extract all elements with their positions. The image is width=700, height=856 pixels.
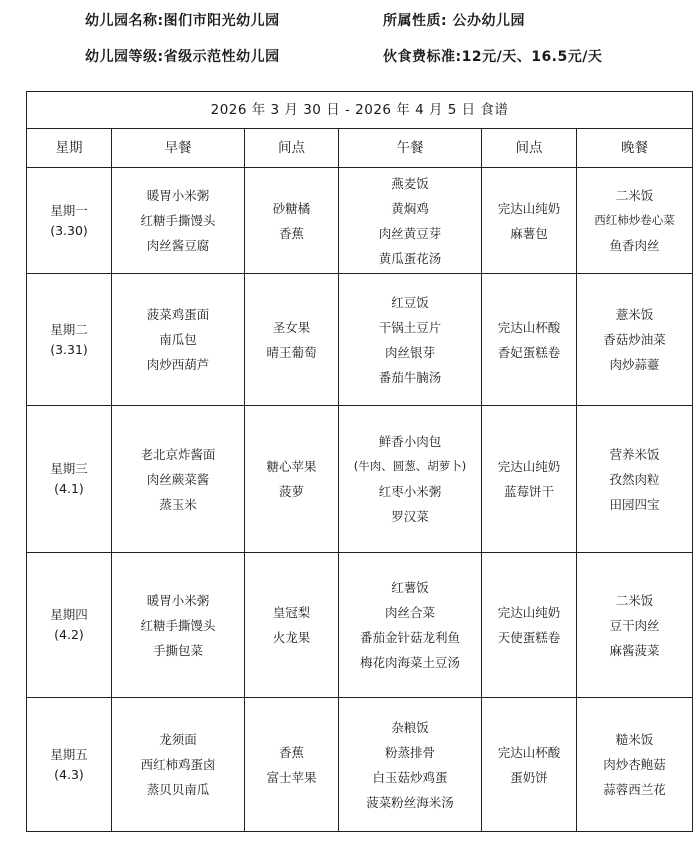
dinner-cell: [577, 168, 693, 274]
dish: 蛋奶饼: [510, 769, 548, 785]
dish: 富士苹果: [266, 769, 317, 785]
dish: 肉丝酱豆腐: [146, 238, 210, 253]
dish: 完达山纯奶: [497, 605, 561, 620]
dish: 南瓜包: [159, 332, 197, 347]
breakfast-cell: [112, 406, 245, 553]
dish: 肉丝黄豆芽: [378, 225, 442, 241]
dish: 麻薯包: [510, 225, 548, 241]
dish: 西红柿鸡蛋卤: [140, 757, 216, 772]
dish: 豆干肉丝: [609, 617, 660, 633]
dish: 肉丝蕨菜酱: [146, 471, 210, 487]
header-snack-morning: 间点: [245, 129, 339, 168]
dish: 龙须面: [159, 732, 197, 747]
dish: 梅花肉海菜土豆汤: [359, 655, 460, 670]
lunch-cell: [339, 406, 482, 553]
day-cell: [27, 553, 112, 698]
header-weekday: 星期: [27, 129, 112, 168]
dish: 完达山纯奶: [497, 200, 561, 216]
dish: 菠菜粉丝海米汤: [366, 794, 454, 810]
snack-afternoon-cell: [482, 553, 577, 698]
dish: 香菇炒油菜: [603, 332, 666, 347]
dish-note: (牛肉、圆葱、胡萝卜): [353, 459, 467, 473]
lunch-cell: [339, 553, 482, 698]
dish: 肉炒西葫芦: [146, 357, 210, 372]
day-name: 星期二: [50, 321, 88, 337]
dish: 暖胃小米粥: [146, 592, 210, 608]
day-date: (4.1): [54, 481, 84, 496]
dish: 菠萝: [278, 484, 304, 499]
dish: 蒸贝贝南瓜: [146, 782, 210, 797]
snack-morning-cell: [245, 274, 339, 406]
dish: 天使蛋糕卷: [497, 630, 561, 645]
dish: 菠菜鸡蛋面: [146, 307, 210, 322]
dish: 红薯饭: [391, 580, 429, 595]
dish: 蒸玉米: [159, 496, 197, 512]
breakfast-cell: [112, 698, 245, 832]
kindergarten-level: [85, 46, 280, 66]
dish: 罗汉菜: [391, 509, 429, 524]
menu-title: 2026 年 3 月 30 日 - 2026 年 4 月 5 日 食谱: [27, 92, 693, 129]
dish: 香蕉: [278, 744, 304, 760]
dish: 二米饭: [615, 188, 654, 203]
dish: 孜然肉粒: [609, 471, 660, 487]
breakfast-cell: [112, 553, 245, 698]
meal-fee-value: 12元/天、16.5元/天: [461, 49, 603, 65]
kindergarten-name: [85, 10, 280, 30]
day-name: 星期三: [50, 461, 88, 476]
dish: 肉丝银芽: [384, 344, 435, 360]
dish: 砂糖橘: [272, 200, 311, 216]
breakfast-cell: [112, 168, 245, 274]
dinner-cell: [577, 406, 693, 553]
lunch-cell: [339, 168, 482, 274]
dish: 番茄牛腩汤: [378, 369, 442, 385]
meal-fee: [383, 46, 602, 66]
dish: 完达山杯酸: [497, 319, 561, 335]
header-dinner: 晚餐: [577, 129, 693, 168]
dish: 完达山杯酸: [497, 744, 561, 760]
dish: 营养米饭: [609, 446, 660, 462]
day-date: (3.30): [50, 222, 88, 238]
dish: 手撕包菜: [152, 642, 203, 658]
header-breakfast: 早餐: [112, 129, 245, 168]
header-lunch: 午餐: [339, 129, 482, 168]
dish: 红豆饭: [391, 294, 429, 310]
day-cell: [27, 274, 112, 406]
dish: 晴王葡萄: [266, 344, 317, 360]
dish: 薏米饭: [615, 307, 654, 322]
dish: 圣女果: [272, 319, 311, 335]
dish: 黄焖鸡: [391, 200, 429, 216]
dish: 粉蒸排骨: [384, 744, 435, 760]
day-name: 星期一: [50, 202, 88, 218]
dish: 糖心苹果: [266, 459, 317, 474]
dish: 糙米饭: [615, 732, 654, 747]
dish: 黄瓜蛋花汤: [378, 250, 442, 266]
dish: 红枣小米粥: [378, 484, 442, 499]
kindergarten-name-label: 幼儿园名称:: [85, 13, 164, 29]
day-cell: [27, 168, 112, 274]
snack-afternoon-cell: [482, 698, 577, 832]
weekly-menu-table: [26, 91, 693, 832]
table-row: [27, 553, 693, 698]
snack-afternoon-cell: [482, 406, 577, 553]
meal-fee-label: 伙食费标准:: [383, 49, 462, 65]
day-name: 星期四: [50, 607, 88, 622]
dish: 西红柿炒卷心菜: [594, 213, 675, 227]
dish: 麻酱菠菜: [609, 642, 660, 658]
snack-morning-cell: [245, 698, 339, 832]
dish: 番茄金针菇龙利鱼: [359, 630, 460, 645]
dish: 暖胃小米粥: [146, 188, 210, 203]
table-row: [27, 698, 693, 832]
day-cell: [27, 698, 112, 832]
lunch-cell: [339, 274, 482, 406]
snack-afternoon-cell: [482, 168, 577, 274]
day-cell: [27, 406, 112, 553]
dish: 香妃蛋糕卷: [497, 344, 561, 360]
snack-morning-cell: [245, 168, 339, 274]
dinner-cell: [577, 274, 693, 406]
dish: 鱼香肉丝: [609, 238, 660, 253]
day-date: (3.31): [50, 341, 88, 357]
dish: 二米饭: [615, 592, 654, 608]
kindergarten-level-value: 省级示范性幼儿园: [163, 49, 280, 65]
kindergarten-name-value: 图们市阳光幼儿园: [163, 13, 280, 29]
lunch-cell: [339, 698, 482, 832]
dish: 肉炒蒜薹: [609, 357, 660, 372]
dish: 白玉菇炒鸡蛋: [372, 769, 448, 785]
dish: 杂粮饭: [391, 719, 429, 735]
dinner-cell: [577, 698, 693, 832]
dish: 田园四宝: [609, 496, 660, 512]
kindergarten-nature-value: 公办幼儿园: [452, 13, 525, 29]
dish: 肉炒杏鲍菇: [603, 757, 666, 772]
table-row: [27, 168, 693, 274]
dish: 完达山纯奶: [497, 459, 561, 474]
kindergarten-level-label: 幼儿园等级:: [85, 49, 164, 65]
dish: 燕麦饭: [391, 175, 429, 191]
snack-morning-cell: [245, 553, 339, 698]
dish: 红糖手撕馒头: [140, 213, 216, 228]
dish: 红糖手撕馒头: [140, 617, 216, 633]
day-name: 星期五: [50, 746, 88, 762]
day-date: (4.2): [54, 627, 84, 642]
dish: 干锅土豆片: [378, 319, 442, 335]
table-row: [27, 406, 693, 553]
table-row: [27, 274, 693, 406]
dish: 火龙果: [272, 630, 311, 645]
dish: 蓝莓饼干: [503, 484, 554, 499]
day-date: (4.3): [54, 766, 84, 782]
dish: 蒜蓉西兰花: [603, 782, 666, 797]
dish: 皇冠梨: [272, 605, 311, 620]
snack-afternoon-cell: [482, 274, 577, 406]
header-snack-afternoon: 间点: [482, 129, 577, 168]
kindergarten-nature: [383, 10, 525, 30]
header-row: [27, 129, 693, 168]
breakfast-cell: [112, 274, 245, 406]
dish: 香蕉: [278, 225, 304, 241]
dish: 肉丝合菜: [384, 605, 435, 620]
dish: 鲜香小肉包: [378, 434, 442, 449]
snack-morning-cell: [245, 406, 339, 553]
dish: 老北京炸酱面: [140, 446, 216, 462]
dinner-cell: [577, 553, 693, 698]
kindergarten-nature-label: 所属性质:: [383, 13, 448, 29]
